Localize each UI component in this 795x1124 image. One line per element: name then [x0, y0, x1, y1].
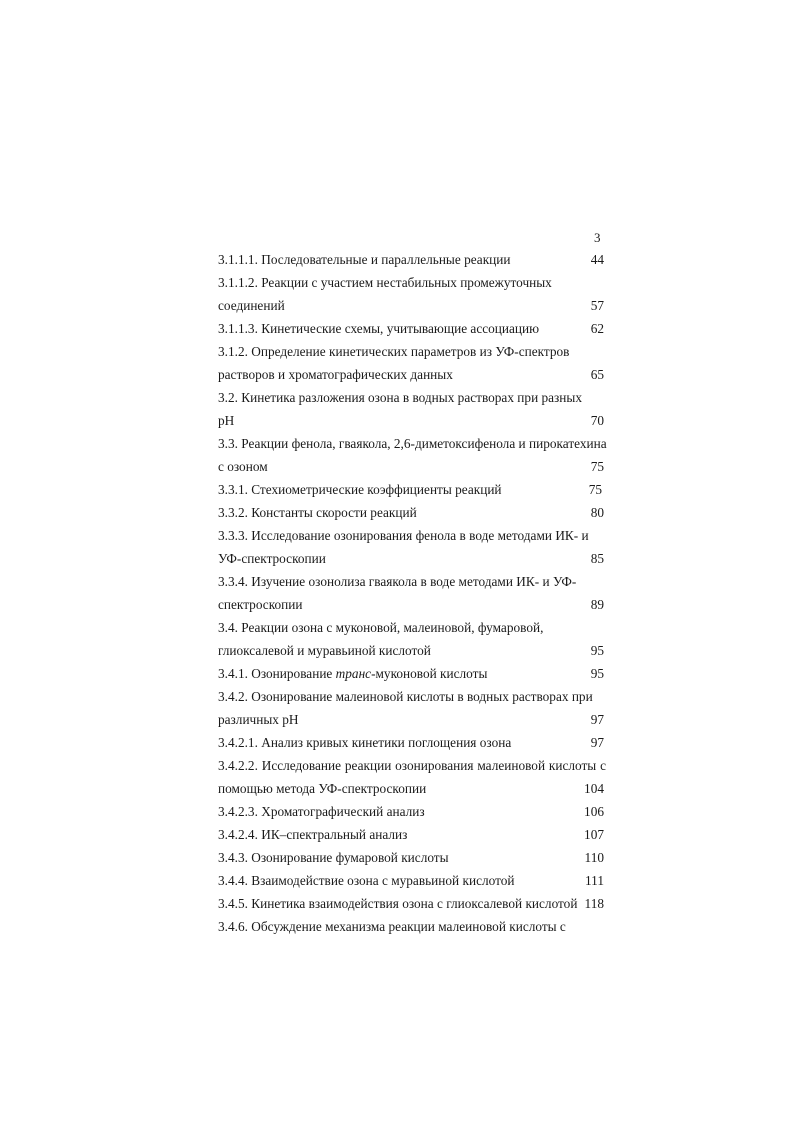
page-number: 3	[594, 230, 601, 245]
toc-line	[218, 478, 606, 501]
toc-page-number: 104	[584, 781, 604, 796]
toc-entry-text: спектроскопии	[218, 597, 303, 612]
toc-entry-text: 3.3.1. Стехиометрические коэффициенты реакций	[218, 482, 502, 497]
toc-line	[218, 731, 606, 754]
toc-entry-text: 3.4.3. Озонирование фумаровой кислоты	[218, 850, 449, 865]
toc-line	[218, 570, 606, 593]
toc-line	[218, 662, 606, 685]
toc-line	[218, 915, 606, 938]
toc-entry-text: 3.4.2.2. Исследование реакции озонирования малеиновой кислоты с	[218, 758, 606, 773]
toc-entry-text: 3.4.4. Взаимодействие озона с муравьиной кислотой	[218, 873, 515, 888]
toc-line	[218, 386, 606, 409]
toc-line	[218, 869, 606, 892]
toc-entry-text-end: -муконовой кислоты	[371, 666, 488, 681]
toc-entry-text: 3.4.2.3. Хроматографический анализ	[218, 804, 425, 819]
toc-page-number: 75	[590, 459, 604, 474]
toc-entry-text: 3.4.6. Обсуждение механизма реакции малеиновой кислоты с	[218, 919, 566, 934]
toc-entry-text: 3.3.2. Константы скорости реакций	[218, 505, 417, 520]
toc-page-number: 118	[584, 896, 604, 911]
toc-entry-text: pH	[218, 413, 235, 428]
toc-page-number: 97	[590, 712, 604, 727]
toc-page-number: 85	[590, 551, 604, 566]
toc-entry-text: 3.1.1.3. Кинетические схемы, учитывающие ассоциацию	[218, 321, 540, 336]
toc-entry-text: 3.1.2. Определение кинетических параметров из УФ-спектров	[218, 344, 570, 359]
toc-page-number: 44	[590, 252, 604, 267]
toc-page-number: 95	[590, 643, 604, 658]
toc-page-number: 65	[590, 367, 604, 382]
toc-line	[218, 892, 606, 915]
toc-line	[218, 455, 606, 478]
toc-page-number: 57	[590, 298, 604, 313]
toc-entry-text: 3.4.5. Кинетика взаимодействия озона с глиоксалевой кислотой	[218, 896, 578, 911]
toc-entry-text: 3.1.1.2. Реакции с участием нестабильных промежуточных	[218, 275, 552, 290]
toc-entry-text: 3.2. Кинетика разложения озона в водных растворах при разных	[218, 390, 583, 405]
toc-entry-text: 3.4.2.4. ИК–спектральный анализ	[218, 827, 408, 842]
toc-page-number: 70	[590, 413, 604, 428]
toc-line	[218, 317, 606, 340]
toc-line	[218, 363, 606, 386]
toc-entry-text: УФ-спектроскопии	[218, 551, 326, 566]
toc-page-number: 107	[584, 827, 604, 842]
toc-entry-text: различных pH	[218, 712, 299, 727]
toc-page-number: 89	[590, 597, 604, 612]
toc-line	[218, 593, 606, 616]
toc-entry-text	[218, 662, 487, 685]
toc-page-number: 80	[590, 505, 604, 520]
toc-line	[218, 271, 606, 294]
toc-entry-text: 3.4.2.1. Анализ кривых кинетики поглощения озона	[218, 735, 512, 750]
toc-line	[218, 432, 606, 455]
toc-line	[218, 823, 606, 846]
toc-line	[218, 777, 606, 800]
toc-line	[218, 846, 606, 869]
toc-line	[218, 708, 606, 731]
table-of-contents	[218, 248, 606, 938]
toc-entry-text: соединений	[218, 298, 285, 313]
toc-line	[218, 800, 606, 823]
toc-page-number: 95	[590, 666, 604, 681]
toc-line	[218, 754, 606, 777]
toc-line	[218, 639, 606, 662]
toc-entry-text: помощью метода УФ-спектроскопии	[218, 781, 427, 796]
toc-entry-text: 3.3.4. Изучение озонолиза гваякола в воде методами ИК- и УФ-	[218, 574, 577, 589]
toc-page-number: 97	[590, 735, 604, 750]
toc-entry-text: растворов и хроматографических данных	[218, 367, 453, 382]
toc-page-number: 110	[584, 850, 604, 865]
toc-line	[218, 524, 606, 547]
toc-line	[218, 294, 606, 317]
toc-entry-text: 3.3.3. Исследование озонирования фенола в воде методами ИК- и	[218, 528, 589, 543]
toc-entry-text: глиоксалевой и муравьиной кислотой	[218, 643, 431, 658]
toc-page-number: 111	[585, 873, 604, 888]
toc-line	[218, 409, 606, 432]
toc-entry-text: 3.4. Реакции озона с муконовой, малеиновой, фумаровой,	[218, 620, 544, 635]
toc-line	[218, 340, 606, 363]
toc-entry-text: 3.1.1.1. Последовательные и параллельные реакции	[218, 252, 511, 267]
toc-page-number: 106	[584, 804, 604, 819]
toc-entry-text-start: 3.4.1. Озонирование	[218, 666, 336, 681]
toc-line	[218, 501, 606, 524]
toc-line	[218, 547, 606, 570]
toc-entry-text: 3.3. Реакции фенола, гваякола, 2,6-диметоксифенола и пирокатехина	[218, 436, 607, 451]
toc-page-number: 62	[590, 321, 604, 336]
toc-line	[218, 248, 606, 271]
toc-line	[218, 685, 606, 708]
toc-line	[218, 616, 606, 639]
toc-entry-text: с озоном	[218, 459, 268, 474]
toc-entry-text: 3.4.2. Озонирование малеиновой кислоты в водных растворах при	[218, 689, 593, 704]
toc-page-number: 75	[588, 482, 602, 497]
toc-entry-italic-word: транс	[335, 666, 372, 681]
